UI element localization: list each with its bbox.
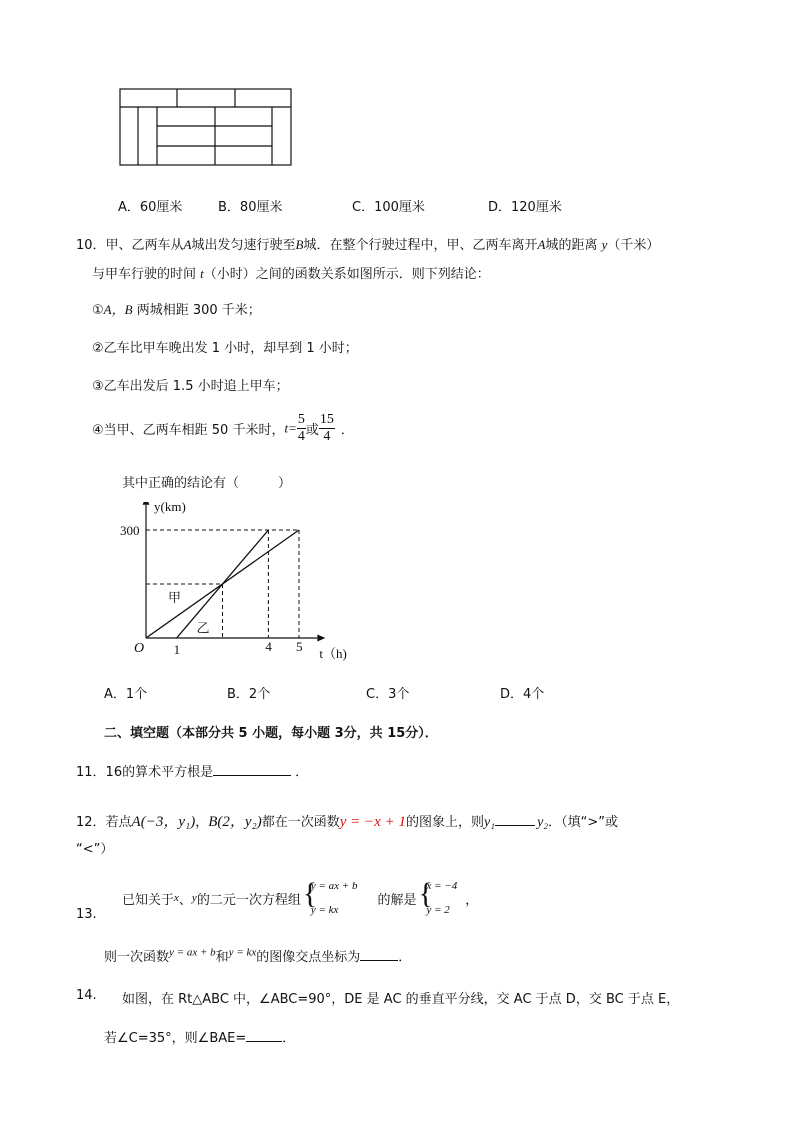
q10-var-y: y (601, 237, 608, 252)
q10-option-b: B．2个 (227, 687, 271, 702)
q12-y2: y₂ (537, 815, 549, 830)
q10-conclusion-3: ③乙车出发后 1.5 小时追上甲车； (92, 379, 289, 394)
q12-y1: y₁ (483, 815, 496, 830)
q14-line2 (104, 1027, 295, 1046)
answer-blank[interactable] (246, 1027, 282, 1042)
x-tick-label: 1 (173, 642, 181, 657)
q12-function: y = −x + 1 (339, 814, 406, 830)
q13-function-2: y = kx (228, 946, 257, 959)
q10-text: （千米） (607, 238, 660, 253)
q13-number: 13. (76, 907, 97, 922)
q12-text: 的图象上，则 (405, 815, 484, 830)
q13-line1 (122, 874, 478, 922)
q12-point-b: B(2，y₂) (208, 814, 262, 830)
series-label-yi: 乙 (196, 620, 210, 636)
y-axis-arrow (143, 502, 150, 505)
q10-text: 城．在整个行驶过程中，甲、乙两车离开 (303, 238, 538, 253)
q11-text: ． (295, 765, 309, 780)
fraction: $\frac{15}{4}$ (319, 412, 334, 444)
q13-var-x: x (174, 892, 179, 904)
q11 (76, 761, 308, 780)
q13-text: 、 (178, 892, 192, 908)
q13-text: 则一次函数 (104, 950, 170, 965)
q10-text: ④当甲、乙两车相距 50 千米时， (92, 423, 285, 438)
q10-var-a: A (537, 237, 546, 252)
q10-text: ． (340, 423, 354, 438)
q14-text: 若∠C=35°，则∠BAE= (104, 1031, 247, 1046)
q13-text: 的解是 (377, 892, 417, 908)
q12-text: 都在一次函数 (261, 815, 340, 830)
q13-function-1: y = ax + b (169, 946, 216, 959)
q14-line1: 如图，在 Rt△ABC 中，∠ABC=90°，DE 是 AC 的垂直平分线，交 AC 于点 D，交 BC 于点 E， (122, 992, 680, 1007)
answer-blank[interactable] (213, 761, 291, 776)
q12-line2: “<”） (76, 842, 114, 857)
origin-label: O (134, 641, 145, 656)
equation-system: { y = ax + b y = kx (302, 877, 358, 916)
q10-option-c: C．3个 (366, 687, 410, 702)
q9-option-a: A．60厘米 (118, 200, 183, 215)
section-heading: 二、填空题（本部分共 5 小题，每小题 3分，共 15分）． (104, 726, 438, 741)
table-figure (118, 88, 294, 168)
q10-text: 10．甲、乙两车从 (76, 238, 184, 253)
q10-text: 城的距离 (545, 238, 598, 253)
q10-line2 (92, 263, 490, 282)
q10-question: 其中正确的结论有（ ） (122, 476, 292, 491)
q12-text: ， (195, 815, 209, 830)
q10-var-t: t (200, 266, 204, 281)
q10-text: 两城相距 300 千米； (136, 303, 261, 318)
solution-system: { x = −4 y = 2 (418, 877, 458, 916)
q10-var-ab: A，B (103, 302, 133, 317)
q10-text: 城出发匀速行驶至 (191, 238, 296, 253)
x-axis-label: t（h) (319, 646, 347, 661)
q13-text: 和 (215, 950, 229, 965)
q13-text: 的图像交点坐标为 (256, 950, 361, 965)
answer-blank[interactable] (495, 811, 535, 826)
q10-conclusion-4 (92, 412, 354, 445)
q12-line1 (76, 810, 618, 831)
x-axis-arrow (317, 635, 325, 642)
q12-text: 12．若点 (76, 815, 132, 830)
q10-line1 (76, 234, 659, 253)
q10-var-b: B (295, 237, 304, 252)
x-tick-label: 4 (265, 639, 272, 654)
answer-blank[interactable] (360, 946, 398, 961)
q10-text: 或 (305, 423, 319, 438)
distance-time-graph (112, 502, 362, 667)
series-label-jia: 甲 (168, 590, 182, 605)
q10-text: ① (92, 303, 104, 318)
q10-option-d: D．4个 (500, 687, 545, 702)
q10-var-t: t= (284, 420, 297, 436)
y-axis-label: y(km) (154, 502, 186, 514)
q12-point-a: A(−3，y₁) (131, 814, 196, 830)
q9-option-c: C．100厘米 (352, 200, 425, 215)
q9-option-d: D．120厘米 (488, 200, 562, 215)
q12-text: ．（填“>”或 (548, 815, 619, 830)
q10-conclusion-2: ②乙车比甲车晚出发 1 小时，却早到 1 小时； (92, 341, 358, 356)
q9-option-b: B．80厘米 (218, 200, 283, 215)
q10-option-a: A．1个 (104, 687, 148, 702)
q13-var-y: y (191, 892, 197, 904)
y-tick-label: 300 (120, 523, 140, 538)
q13-line2 (104, 946, 411, 965)
q10-conclusion-1 (92, 299, 261, 318)
q10-text: （小时）之间的函数关系如图所示．则下列结论： (203, 267, 490, 282)
fraction: $\frac{5}{4}$ (297, 412, 305, 444)
x-tick-label: 5 (296, 639, 303, 654)
q14-number: 14. (76, 988, 97, 1003)
q13-text: 已知关于 (122, 892, 175, 908)
q11-text: 11．16的算术平方根是 (76, 765, 214, 780)
q13-text: ， (465, 892, 479, 908)
q14-text: ． (282, 1031, 296, 1046)
q10-var-a: A (183, 237, 192, 252)
q10-text: 与甲车行驶的时间 (92, 267, 197, 282)
q13-text: 的二元一次方程组 (196, 892, 301, 908)
q13-text: ． (398, 950, 412, 965)
